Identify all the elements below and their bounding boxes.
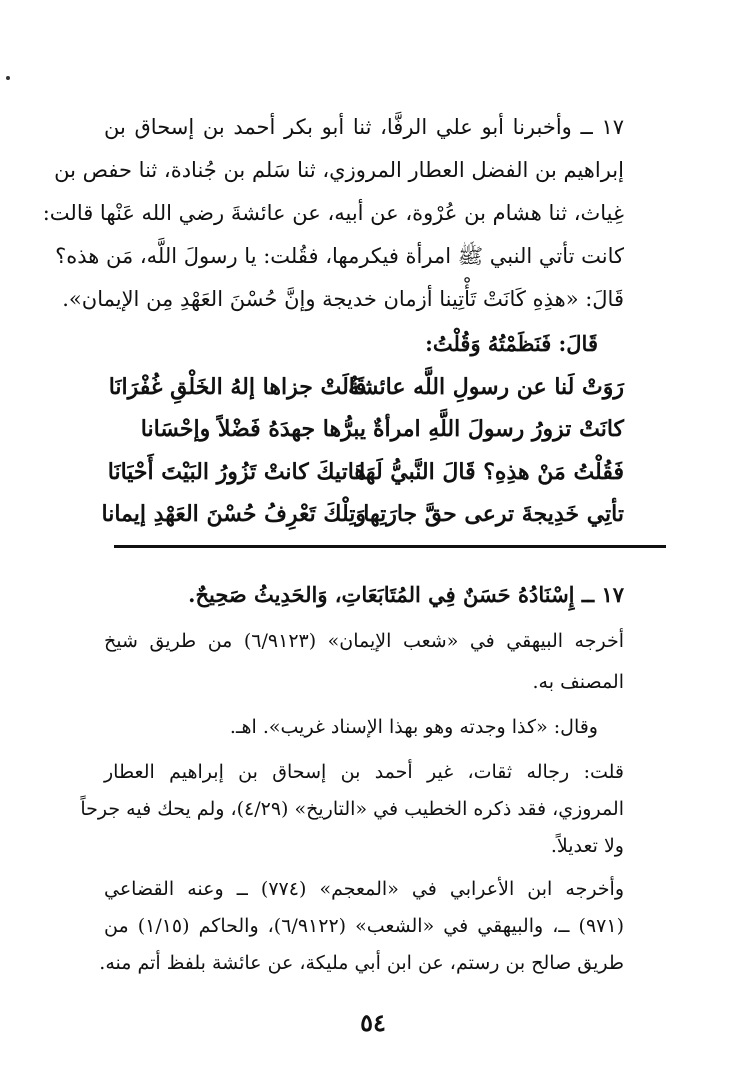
main-text-line: كانت تأتي النبي ﷺ امرأة فيكرمها، فقُلت: يا رسولَ اللَّه، مَن هذه؟: [55, 244, 624, 268]
footnote-heading: ١٧ ــ إِسْنَادُهُ حَسَنٌ فِي المُتَابَعَاتِ، وَالحَدِيثُ صَحِيحٌ.: [188, 582, 624, 607]
verse-first-half: فَقُلْتُ مَنْ هذِهِ؟ قَالَ النَّبيُّ لَهَا: [359, 459, 624, 485]
poem-intro: قَالَ: فَنَظَمْتُهُ وَقُلْتُ:: [425, 331, 598, 356]
margin-mark: [6, 76, 10, 80]
footnote-line: طريق صالح بن رستم، عن ابن أبي مليكة، عن عائشة بلفظ أتم منه.: [99, 952, 624, 974]
verse-second-half: يبرُّها جهدَهُ فَضْلاً وإحْسَانا: [140, 416, 366, 442]
verse-first-half: كانَتْ تزورُ رسولَ اللَّهِ امرأةٌ: [372, 416, 624, 442]
verse-first-half: تأتِي خَدِيجةَ ترعى حقَّ جارَتِها: [363, 501, 624, 527]
verse-second-half: قَالَتْ جزاها إلهُ الخَلْقِ غُفْرَانَا: [108, 374, 366, 400]
footnote-line: قلت: رجاله ثقات، غير أحمد بن إسحاق بن إبراهيم العطار: [104, 761, 624, 783]
footnote-line: المصنف به.: [532, 671, 624, 693]
footnote-line: وقال: «كذا وجدته وهو بهذا الإسناد غريب». اهـ.: [229, 716, 598, 738]
verse-second-half: هَاتيكَ كانتْ تَزُورُ البَيْتَ أَحْيَانَا: [107, 459, 366, 485]
verse-first-half: رَوَتْ لَنا عن رسولِ اللَّه عائشةٌ: [348, 374, 624, 400]
main-text-line: ١٧ ــ وأخبرنا أبو علي الرفَّا، ثنا أبو بكر أحمد بن إسحاق بن: [104, 115, 624, 139]
main-text-line: قَالَ: «هذِهِ كَانَتْ تَأْتِينا أزمان خديجة وإنَّ حُسْنَ العَهْدِ مِن الإيمان».: [62, 287, 624, 311]
footnote-line: ولا تعديلاً.: [550, 835, 624, 857]
footnote-line: المروزي، فقد ذكره الخطيب في «التاريخ» (٤/٢٩)، ولم يحك فيه جرحاً: [80, 798, 624, 820]
main-text-line: إبراهيم بن الفضل العطار المروزي، ثنا سَلم بن جُنادة، ثنا حفص بن: [54, 158, 624, 182]
page-number: ٥٤: [360, 1008, 386, 1037]
footnote-line: (٩٧١) ــ، والبيهقي في «الشعب» (٦/٩١٢٢)، والحاكم (١/١٥) من: [104, 915, 625, 937]
footnote-separator: [114, 545, 666, 548]
main-text-line: غِياث، ثنا هشام بن عُرْوة، عن أبيه، عن عائشةَ رضي الله عَنْها قالت:: [42, 201, 624, 225]
footnote-line: وأخرجه ابن الأعرابي في «المعجم» (٧٧٤) ــ وعنه القضاعي: [104, 878, 625, 900]
footnote-line: أخرجه البيهقي في «شعب الإيمان» (٦/٩١٢٣) من طريق شيخ: [104, 630, 624, 652]
verse-second-half: وَتِلْكَ تَعْرِفُ حُسْنَ العَهْدِ إيمانا: [101, 501, 366, 527]
